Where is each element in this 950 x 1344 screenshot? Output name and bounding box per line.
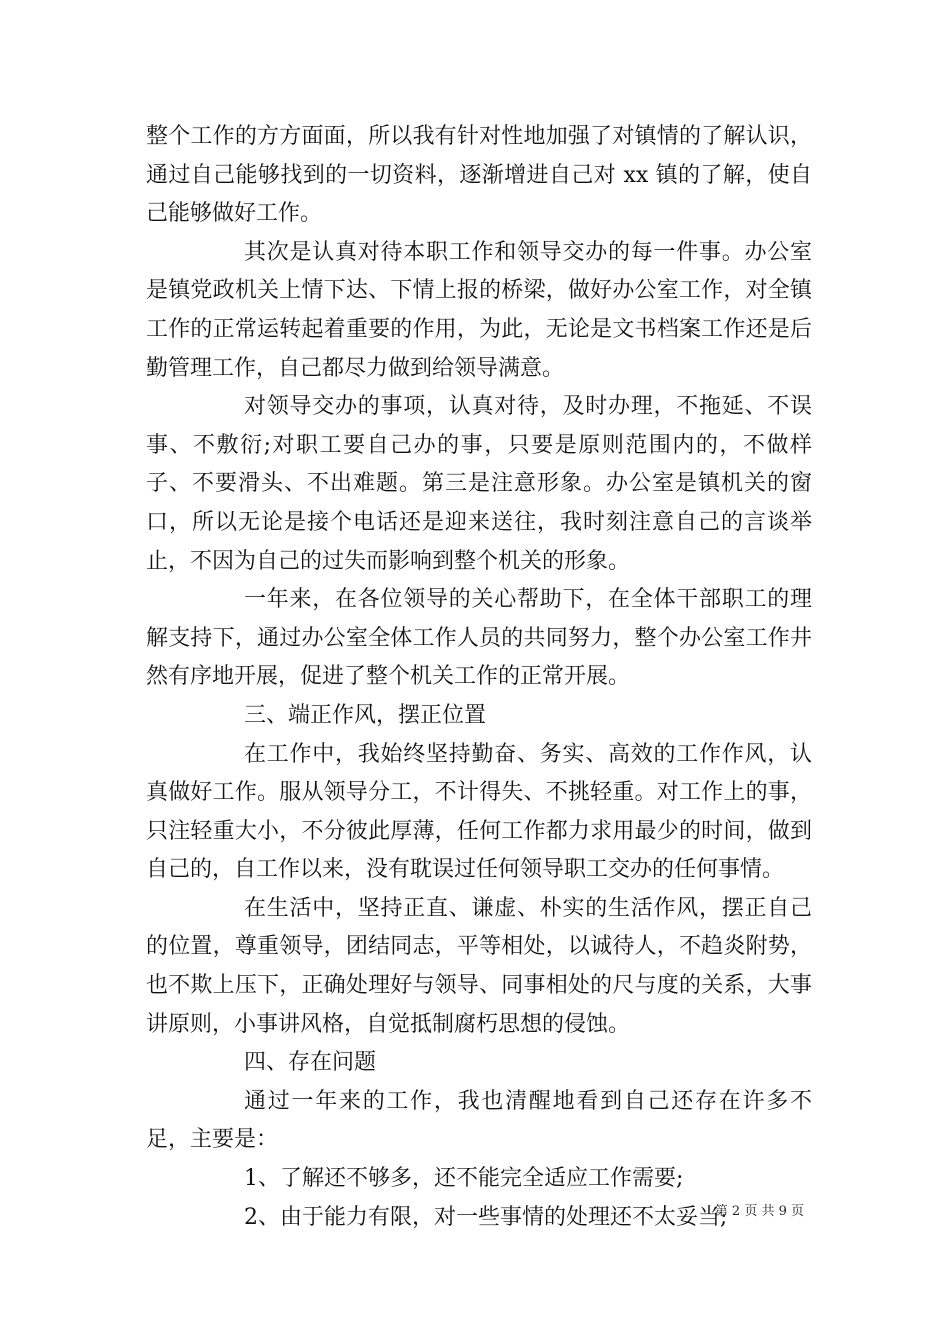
document-body [146, 118, 812, 1237]
section-heading-3: 三、端正作风，摆正位置 [244, 702, 487, 728]
paragraph-4: 一年来，在各位领导的关心帮助下，在全体干部职工的理解支持下，通过办公室全体工作人员的共同努力，整个办公室工作井然有序地开展，促进了整个机关工作的正常开展。 [146, 587, 812, 690]
paragraph-1: 整个工作的方方面面，所以我有针对性地加强了对镇情的了解认识，通过自己能够找到的一切资料，逐渐增进自己对 xx 镇的了解，使自己能够做好工作。 [146, 124, 812, 227]
list-item-2: 2、由于能力有限，对一些事情的处理还不太妥当; [244, 1204, 728, 1230]
list-item-1: 1、了解还不够多，还不能完全适应工作需要; [244, 1166, 684, 1192]
paragraph-7: 通过一年来的工作，我也清醒地看到自己还存在许多不足，主要是： [146, 1088, 812, 1153]
paragraph-6: 在生活中，坚持正直、谦虚、朴实的生活作风，摆正自己的位置，尊重领导，团结同志，平等相处，以诚待人，不趋炎附势，也不欺上压下，正确处理好与领导、同事相处的尺与度的关系，大事讲原则，小事讲风格，自觉抵制腐朽思想的侵蚀。 [146, 895, 812, 1037]
paragraph-3: 对领导交办的事项，认真对待，及时办理，不拖延、不误事、不敷衍;对职工要自己办的事，只要是原则范围内的，不做样子、不要滑头、不出难题。第三是注意形象。办公室是镇机关的窗口，所以无论是接个电话还是迎来送往，我时刻注意自己的言谈举止，不因为自己的过失而影响到整个机关的形象。 [146, 394, 812, 574]
paragraph-2: 其次是认真对待本职工作和领导交办的每一件事。办公室是镇党政机关上情下达、下情上报的桥梁，做好办公室工作，对全镇工作的正常运转起着重要的作用，为此，无论是文书档案工作还是后勤管理工作，自己都尽力做到给领导满意。 [146, 239, 812, 381]
page-number: 第 2 页 共 9 页 [714, 1204, 804, 1219]
section-heading-4: 四、存在问题 [244, 1050, 377, 1076]
paragraph-5: 在工作中，我始终坚持勤奋、务实、高效的工作作风，认真做好工作。服从领导分工，不计得失、不挑轻重。对工作上的事，只注轻重大小，不分彼此厚薄，任何工作都力求用最少的时间，做到自己的，自工作以来，没有耽误过任何领导职工交办的任何事情。 [146, 741, 812, 883]
